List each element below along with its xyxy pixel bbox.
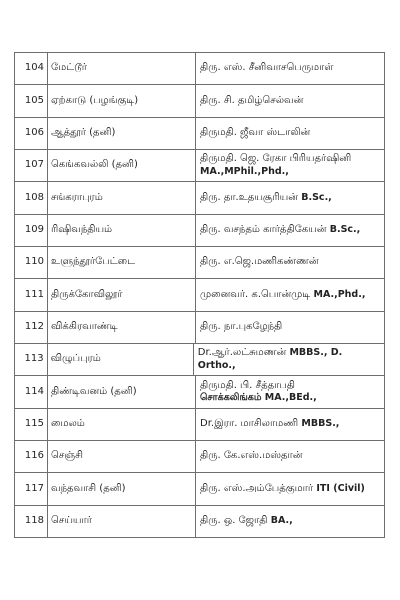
table-row xyxy=(15,279,385,311)
table-row xyxy=(15,53,385,85)
table-row xyxy=(15,344,385,376)
candidate-cell xyxy=(196,409,385,440)
candidate-cell xyxy=(196,312,385,343)
constituency-name: ஆத்தூர் (தனி) xyxy=(48,118,196,149)
constituency-name: செய்யார் xyxy=(48,506,196,537)
candidate-cell xyxy=(196,53,385,84)
constituency-name: திண்டிவனம் (தனி) xyxy=(48,376,196,407)
candidate-name: திரு. வசந்தம் கார்த்திகேயன் B.Sc., xyxy=(200,224,361,236)
candidate-name: திரு. சி. தமிழ்செல்வன் xyxy=(200,94,304,106)
candidate-cell xyxy=(196,279,385,310)
table-row xyxy=(15,441,385,473)
serial-number: 106 xyxy=(15,118,48,149)
serial-number: 118 xyxy=(15,506,48,537)
candidate-qualification: சொக்கலிங்கம் MA.,BEd., xyxy=(200,392,317,404)
candidate-name: திருமதி. ஜெ. ரேகா பிரியதர்ஷினி xyxy=(200,153,352,165)
candidate-name: திரு. எ.ஜெ.மணிகண்ணன் xyxy=(200,256,319,268)
serial-number: 109 xyxy=(15,215,48,246)
serial-number: 105 xyxy=(15,85,48,116)
constituency-name: விக்கிரவாண்டி xyxy=(48,312,196,343)
candidate-qualification: MA.,MPhil.,Phd., xyxy=(200,165,289,177)
table-row xyxy=(15,376,385,408)
constituency-name: சங்கராபுரம் xyxy=(48,182,196,213)
serial-number: 117 xyxy=(15,473,48,504)
candidate-cell xyxy=(194,344,385,375)
table-row xyxy=(15,85,385,117)
constituency-name: மேட்டூர் xyxy=(48,53,196,84)
serial-number: 107 xyxy=(15,150,48,181)
candidate-cell xyxy=(196,247,385,278)
candidate-name: Dr.இரா. மாசிலாமணி MBBS., xyxy=(200,418,340,430)
table-row xyxy=(15,150,385,182)
candidate-name: முனைவர். க.பொன்முடி MA.,Phd., xyxy=(200,288,366,300)
table-row xyxy=(15,182,385,214)
table-row xyxy=(15,506,385,538)
candidate-name: திரு. ஒ. ஜோதி BA., xyxy=(200,515,293,526)
candidate-name: திரு. எஸ். சீனிவாசபெருமாள் xyxy=(200,62,334,74)
candidate-table xyxy=(14,52,385,538)
candidate-name: திரு. கே.எஸ்.மஸ்தான் xyxy=(200,450,303,462)
serial-number: 116 xyxy=(15,441,48,472)
serial-number: 114 xyxy=(15,376,48,407)
table-row xyxy=(15,312,385,344)
candidate-cell xyxy=(196,85,385,116)
candidate-cell xyxy=(196,441,385,472)
table-row xyxy=(15,473,385,505)
constituency-name: திருக்கோவிலூர் xyxy=(48,279,196,310)
serial-number: 110 xyxy=(15,247,48,278)
serial-number: 111 xyxy=(15,279,48,310)
candidate-name: திரு. நா.புகழேந்தி xyxy=(200,321,283,333)
candidate-name: திரு. எஸ்.அம்பேத்குமார் ITI (Civil) xyxy=(200,482,365,494)
serial-number: 104 xyxy=(15,53,48,84)
candidate-name: Dr.ஆர்.லட்சுமணன் MBBS., D. Ortho., xyxy=(197,347,343,371)
candidate-cell xyxy=(196,182,385,213)
candidate-name: திருமதி. ஜீவா ஸ்டாலின் xyxy=(200,127,311,139)
candidate-cell xyxy=(196,118,385,149)
serial-number: 112 xyxy=(15,312,48,343)
table-row xyxy=(15,247,385,279)
candidate-name: திருமதி. பி. சீத்தாபதி xyxy=(200,379,295,391)
serial-number: 115 xyxy=(15,409,48,440)
constituency-name: மைலம் xyxy=(48,409,196,440)
constituency-name: கெங்கவல்லி (தனி) xyxy=(48,150,196,181)
candidate-name: திரு. தா.உதயசூரியன் B.Sc., xyxy=(200,191,332,203)
table-row xyxy=(15,118,385,150)
constituency-name: வந்தவாசி (தனி) xyxy=(48,473,196,504)
candidate-cell xyxy=(196,215,385,246)
candidate-cell xyxy=(196,473,385,504)
candidate-cell xyxy=(196,376,385,407)
candidate-cell xyxy=(196,506,385,537)
candidate-cell xyxy=(196,150,385,181)
table-row xyxy=(15,409,385,441)
table-row xyxy=(15,215,385,247)
serial-number: 113 xyxy=(15,344,48,375)
constituency-name: செஞ்சி xyxy=(48,441,196,472)
constituency-name: ரிஷிவந்தியம் xyxy=(48,215,196,246)
constituency-name: விழுப்புரம் xyxy=(48,344,194,375)
constituency-name: ஏற்காடு (பழங்குடி) xyxy=(48,85,196,116)
constituency-name: உளுந்தூர்பேட்டை xyxy=(48,247,196,278)
serial-number: 108 xyxy=(15,182,48,213)
